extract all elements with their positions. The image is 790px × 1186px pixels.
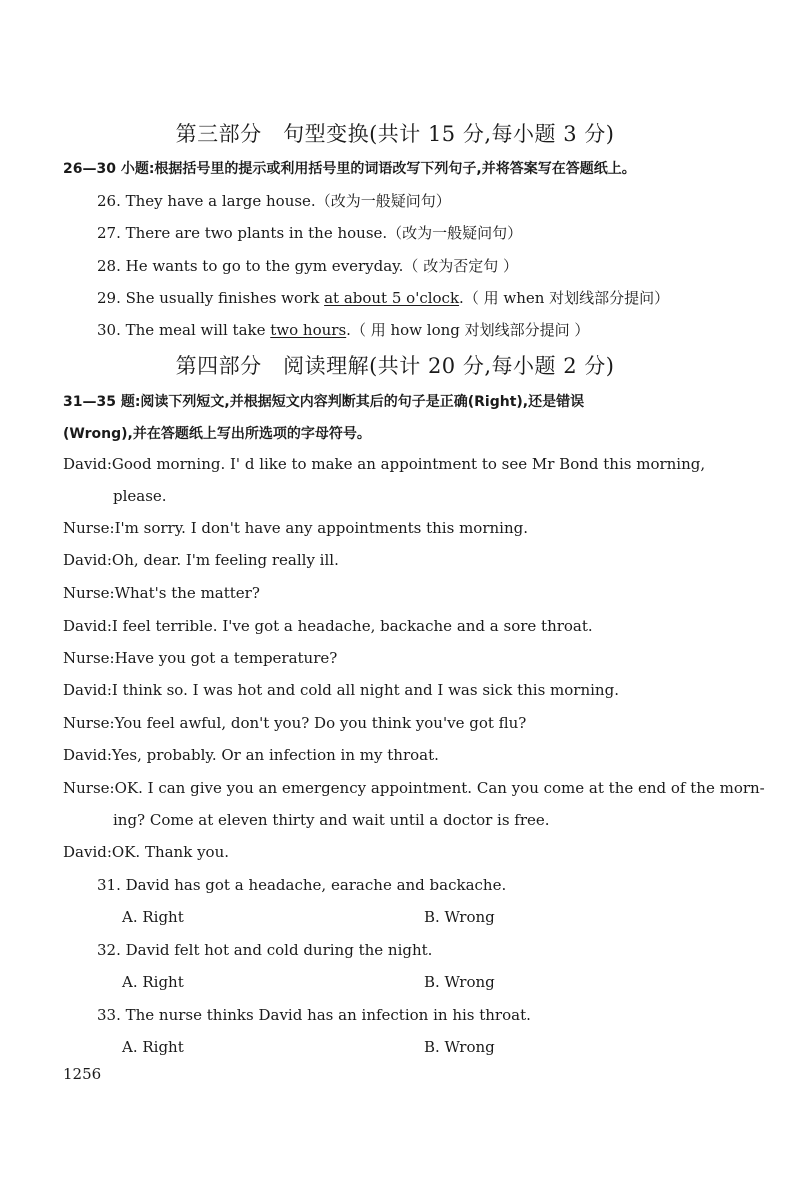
question-26 bbox=[97, 190, 451, 211]
dialogue-line bbox=[63, 843, 229, 861]
speaker: Nurse: bbox=[63, 649, 115, 667]
underlined-phrase: two hours bbox=[270, 321, 347, 339]
question-text-end: . bbox=[459, 289, 464, 307]
question-text: There are two plants in the house. bbox=[120, 224, 388, 242]
speaker: Nurse: bbox=[63, 714, 115, 732]
question-hint: （ 改为否定句 ） bbox=[403, 257, 518, 275]
question-text: She usually finishes work bbox=[120, 289, 325, 307]
speaker: David: bbox=[63, 551, 112, 569]
utterance: I'm sorry. I don't have any appointments this morning. bbox=[114, 519, 528, 537]
speaker: Nurse: bbox=[63, 779, 115, 797]
part4-title: 第四部分 阅读理解(共计 20 分,每小题 2 分) bbox=[175, 354, 615, 378]
utterance: What's the matter? bbox=[114, 584, 260, 602]
utterance: OK. Thank you. bbox=[111, 843, 230, 861]
question-text: They have a large house. bbox=[120, 192, 316, 210]
part4-instruction-line2: (Wrong),并在答题纸上写出所选项的字母符号。 bbox=[63, 426, 371, 442]
option-a: A. Right bbox=[122, 973, 184, 991]
dialogue-line bbox=[63, 681, 619, 699]
dialogue-line bbox=[63, 519, 528, 537]
question-28 bbox=[97, 255, 518, 276]
speaker: Nurse: bbox=[63, 519, 115, 537]
question-hint: （ 用 when 对划线部分提问） bbox=[463, 289, 670, 307]
utterance: You feel awful, don't you? Do you think you've got flu? bbox=[114, 714, 527, 732]
option-b: B. Wrong bbox=[424, 973, 495, 991]
dialogue-line bbox=[63, 551, 339, 569]
underlined-phrase: at about 5 o'clock bbox=[324, 289, 460, 307]
utterance: I feel terrible. I've got a headache, backache and a sore throat. bbox=[111, 617, 593, 635]
dialogue-continuation: ing? Come at eleven thirty and wait until a doctor is free. bbox=[113, 811, 550, 829]
utterance: Yes, probably. Or an infection in my throat. bbox=[111, 746, 439, 764]
option-b: B. Wrong bbox=[424, 1038, 495, 1056]
question-text-end: . bbox=[346, 321, 351, 339]
option-b: B. Wrong bbox=[424, 908, 495, 926]
dialogue-line bbox=[63, 649, 337, 667]
dialogue-continuation: please. bbox=[113, 487, 167, 505]
dialogue-line bbox=[63, 617, 593, 635]
part3-instruction: 26—30 小题:根据括号里的提示或利用括号里的词语改写下列句子,并将答案写在答题纸上。 bbox=[63, 161, 636, 177]
utterance: I think so. I was hot and cold all night and I was sick this morning. bbox=[111, 681, 619, 699]
speaker: David: bbox=[63, 455, 112, 473]
question-hint: （改为一般疑问句） bbox=[315, 192, 451, 210]
speaker: Nurse: bbox=[63, 584, 115, 602]
part4-instruction-line1: 31—35 题:阅读下列短文,并根据短文内容判断其后的句子是正确(Right),还是错误 bbox=[63, 394, 585, 410]
question-32: 32. David felt hot and cold during the night. bbox=[97, 941, 433, 959]
question-hint: （ 用 how long 对划线部分提问 ） bbox=[350, 321, 590, 339]
question-27 bbox=[97, 222, 522, 243]
question-text: He wants to go to the gym everyday. bbox=[120, 257, 404, 275]
question-number: 29. bbox=[97, 289, 121, 307]
option-a: A. Right bbox=[122, 1038, 184, 1056]
question-31: 31. David has got a headache, earache and backache. bbox=[97, 876, 507, 894]
dialogue-line bbox=[63, 714, 526, 732]
question-number: 30. bbox=[97, 321, 121, 339]
question-number: 26. bbox=[97, 192, 121, 210]
question-hint: （改为一般疑问句） bbox=[387, 224, 523, 242]
utterance: OK. I can give you an emergency appointment. Can you come at the end of the morn- bbox=[114, 779, 765, 797]
utterance: Oh, dear. I'm feeling really ill. bbox=[111, 551, 339, 569]
dialogue-line bbox=[63, 455, 705, 473]
speaker: David: bbox=[63, 681, 112, 699]
option-a: A. Right bbox=[122, 908, 184, 926]
question-number: 28. bbox=[97, 257, 121, 275]
utterance: Good morning. I' d like to make an appointment to see Mr Bond this morning, bbox=[111, 455, 706, 473]
dialogue-line bbox=[63, 746, 439, 764]
question-33: 33. The nurse thinks David has an infection in his throat. bbox=[97, 1006, 531, 1024]
speaker: David: bbox=[63, 746, 112, 764]
speaker: David: bbox=[63, 843, 112, 861]
dialogue-line bbox=[63, 584, 260, 602]
part3-title: 第三部分 句型变换(共计 15 分,每小题 3 分) bbox=[175, 122, 615, 146]
page-number: 1256 bbox=[63, 1065, 102, 1083]
question-29 bbox=[97, 287, 669, 308]
utterance: Have you got a temperature? bbox=[114, 649, 338, 667]
question-30 bbox=[97, 319, 589, 340]
question-number: 27. bbox=[97, 224, 121, 242]
speaker: David: bbox=[63, 617, 112, 635]
question-text: The meal will take bbox=[120, 321, 271, 339]
dialogue-line bbox=[63, 779, 765, 797]
